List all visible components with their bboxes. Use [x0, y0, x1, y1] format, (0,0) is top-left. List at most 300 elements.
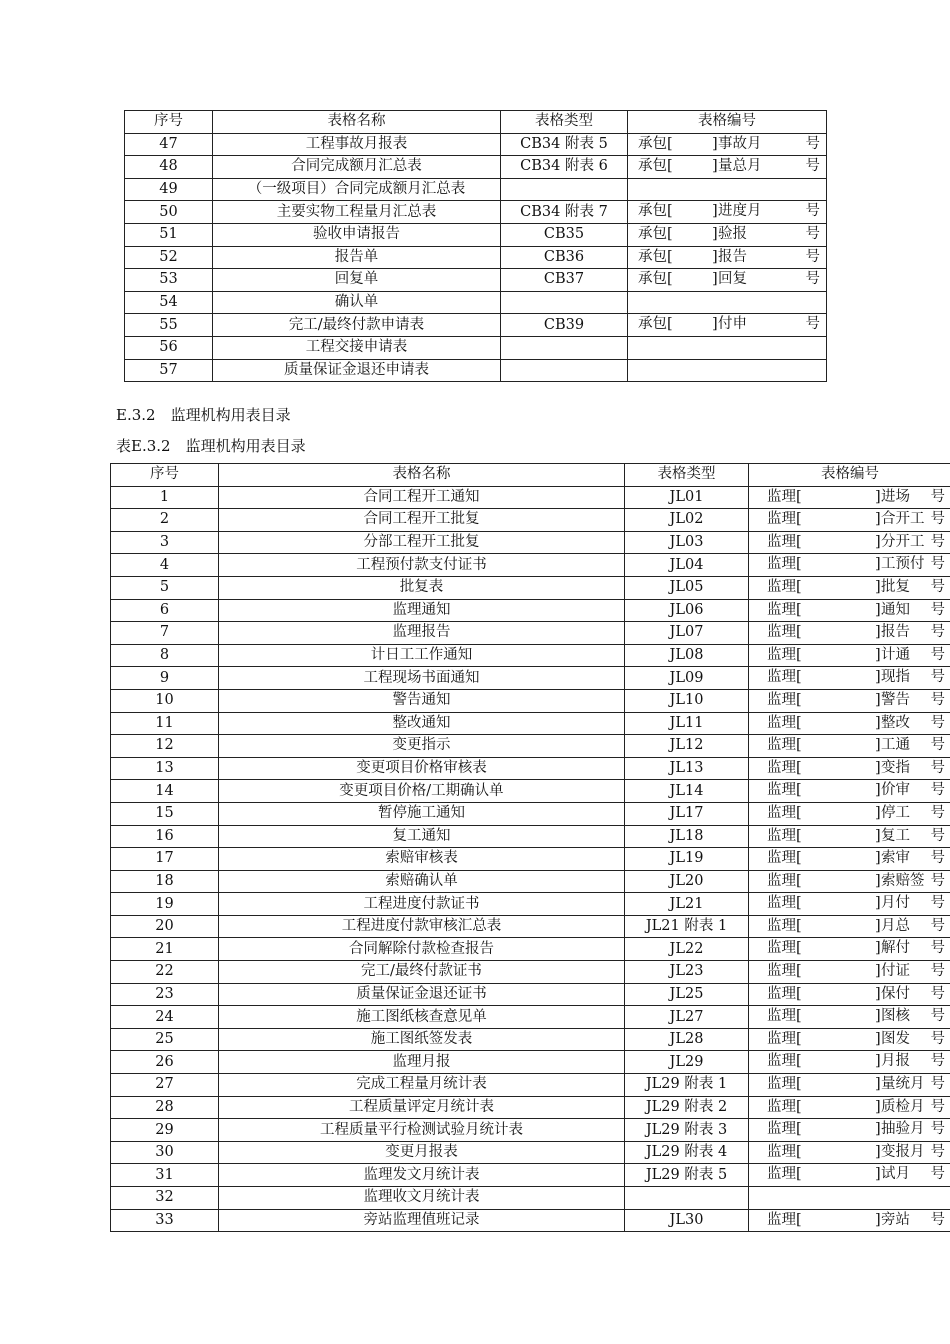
form-code — [749, 961, 950, 984]
code-prefix: 监理[ — [767, 1008, 802, 1025]
row-number: 9 — [111, 667, 219, 690]
code-suffix: 号 — [930, 985, 945, 1002]
form-code — [749, 938, 950, 961]
code-prefix: 承包[ — [638, 158, 673, 175]
form-code — [749, 1209, 950, 1232]
form-code — [749, 825, 950, 848]
row-number: 52 — [125, 246, 213, 269]
code-bracket: ] — [875, 669, 881, 686]
form-type: JL17 — [625, 802, 749, 825]
form-name: 质量保证金退还申请表 — [213, 359, 501, 382]
table-row — [111, 757, 950, 780]
code-prefix: 监理[ — [767, 1143, 802, 1160]
form-type: JL29 附表 1 — [625, 1074, 749, 1097]
table-row — [111, 1209, 950, 1232]
form-name: 批复表 — [219, 576, 625, 599]
code-prefix: 监理[ — [767, 1211, 802, 1228]
form-code — [749, 667, 950, 690]
row-number: 16 — [111, 825, 219, 848]
form-type: CB34 附表 7 — [501, 201, 628, 224]
form-code — [749, 509, 950, 532]
code-bracket: ] — [875, 1030, 881, 1047]
code-abbr: 付申 — [718, 316, 747, 333]
code-prefix: 监理[ — [767, 1076, 802, 1093]
code-suffix: 号 — [930, 1166, 945, 1183]
header-type: 表格类型 — [625, 464, 749, 487]
code-bracket: ] — [875, 1166, 881, 1183]
form-type: JL29 附表 4 — [625, 1141, 749, 1164]
code-prefix: 监理[ — [767, 714, 802, 731]
form-type: JL28 — [625, 1028, 749, 1051]
form-name: 索赔审核表 — [219, 848, 625, 871]
form-type: JL29 附表 5 — [625, 1164, 749, 1187]
form-code — [749, 486, 950, 509]
form-name: 复工通知 — [219, 825, 625, 848]
row-number: 27 — [111, 1074, 219, 1097]
form-name: 计日工工作通知 — [219, 644, 625, 667]
table-row — [125, 223, 827, 246]
code-bracket: ] — [875, 624, 881, 641]
code-prefix: 监理[ — [767, 1098, 802, 1115]
code-bracket: ] — [712, 225, 718, 242]
code-bracket: ] — [875, 1053, 881, 1070]
form-name: 旁站监理值班记录 — [219, 1209, 625, 1232]
code-prefix: 监理[ — [767, 872, 802, 889]
table-row — [111, 983, 950, 1006]
form-type — [625, 1187, 749, 1210]
form-type — [501, 359, 628, 382]
form-code — [628, 314, 827, 337]
form-name: 变更项目价格审核表 — [219, 757, 625, 780]
row-number: 5 — [111, 576, 219, 599]
form-name: 监理报告 — [219, 622, 625, 645]
form-name: 报告单 — [213, 246, 501, 269]
table-row — [111, 825, 950, 848]
code-prefix: 监理[ — [767, 488, 802, 505]
code-bracket: ] — [875, 759, 881, 776]
table-row — [125, 178, 827, 201]
row-number: 1 — [111, 486, 219, 509]
form-name: 完工/最终付款申请表 — [213, 314, 501, 337]
table-row — [111, 1074, 950, 1097]
form-name: 工程进度付款审核汇总表 — [219, 915, 625, 938]
code-abbr: 旁站 — [881, 1211, 910, 1228]
code-suffix: 号 — [930, 533, 945, 550]
table-row — [111, 486, 950, 509]
code-abbr: 工预付 — [881, 556, 925, 573]
code-prefix: 承包[ — [638, 248, 673, 265]
code-suffix: 号 — [805, 203, 820, 220]
form-code — [749, 757, 950, 780]
table-row — [111, 712, 950, 735]
code-suffix: 号 — [930, 759, 945, 776]
form-code — [749, 1187, 950, 1210]
code-suffix: 号 — [930, 1008, 945, 1025]
form-code — [628, 269, 827, 292]
table-row — [125, 336, 827, 359]
row-number: 32 — [111, 1187, 219, 1210]
code-bracket: ] — [875, 1098, 881, 1115]
form-name: 变更项目价格/工期确认单 — [219, 780, 625, 803]
form-code — [749, 870, 950, 893]
form-name: 施工图纸签发表 — [219, 1028, 625, 1051]
code-suffix: 号 — [930, 850, 945, 867]
code-prefix: 承包[ — [638, 316, 673, 333]
form-code — [749, 893, 950, 916]
code-bracket: ] — [875, 1143, 881, 1160]
code-suffix: 号 — [930, 624, 945, 641]
form-code — [749, 983, 950, 1006]
code-prefix: 监理[ — [767, 985, 802, 1002]
row-number: 57 — [125, 359, 213, 382]
row-number: 53 — [125, 269, 213, 292]
form-name: 工程事故月报表 — [213, 133, 501, 156]
form-code — [749, 644, 950, 667]
row-number: 2 — [111, 509, 219, 532]
row-number: 17 — [111, 848, 219, 871]
form-name: 工程现场书面通知 — [219, 667, 625, 690]
form-code — [749, 1006, 950, 1029]
form-name: 整改通知 — [219, 712, 625, 735]
code-abbr: 计通 — [881, 646, 910, 663]
form-name: 合同完成额月汇总表 — [213, 156, 501, 179]
table-row — [125, 201, 827, 224]
form-code — [749, 576, 950, 599]
code-abbr: 保付 — [881, 985, 910, 1002]
row-number: 49 — [125, 178, 213, 201]
code-prefix: 监理[ — [767, 669, 802, 686]
form-code — [749, 1164, 950, 1187]
code-suffix: 号 — [930, 669, 945, 686]
code-suffix: 号 — [930, 804, 945, 821]
form-type: JL19 — [625, 848, 749, 871]
form-code — [749, 554, 950, 577]
form-code — [628, 359, 827, 382]
code-suffix: 号 — [930, 872, 945, 889]
row-number: 51 — [125, 223, 213, 246]
supervision-forms-table — [110, 463, 950, 1232]
row-number: 11 — [111, 712, 219, 735]
code-abbr: 合开工 — [881, 511, 925, 528]
table-row — [125, 156, 827, 179]
code-bracket: ] — [712, 135, 718, 152]
form-name: 变更月报表 — [219, 1141, 625, 1164]
form-name: 质量保证金退还证书 — [219, 983, 625, 1006]
form-type: CB34 附表 6 — [501, 156, 628, 179]
code-suffix: 号 — [930, 714, 945, 731]
code-bracket: ] — [712, 158, 718, 175]
code-abbr: 付证 — [881, 963, 910, 980]
form-name: 验收申请报告 — [213, 223, 501, 246]
code-abbr: 通知 — [881, 601, 910, 618]
form-name: 监理月报 — [219, 1051, 625, 1074]
code-abbr: 进度月 — [718, 203, 762, 220]
row-number: 47 — [125, 133, 213, 156]
code-abbr: 量总月 — [718, 158, 762, 175]
code-bracket: ] — [875, 1008, 881, 1025]
code-bracket: ] — [875, 1211, 881, 1228]
code-bracket: ] — [875, 963, 881, 980]
form-code — [749, 735, 950, 758]
code-abbr: 进场 — [881, 488, 910, 505]
code-prefix: 监理[ — [767, 578, 802, 595]
header-code: 表格编号 — [749, 464, 950, 487]
form-code — [749, 1119, 950, 1142]
table-row — [111, 961, 950, 984]
table-row — [111, 915, 950, 938]
form-name: 工程交接申请表 — [213, 336, 501, 359]
form-name: 回复单 — [213, 269, 501, 292]
row-number: 7 — [111, 622, 219, 645]
form-type: JL20 — [625, 870, 749, 893]
form-name: 分部工程开工批复 — [219, 531, 625, 554]
table-row — [111, 735, 950, 758]
table-row — [111, 870, 950, 893]
code-abbr: 变指 — [881, 759, 910, 776]
form-type: JL29 附表 2 — [625, 1096, 749, 1119]
code-suffix: 号 — [930, 1030, 945, 1047]
form-type — [501, 336, 628, 359]
table-row — [111, 1028, 950, 1051]
code-suffix: 号 — [930, 578, 945, 595]
row-number: 24 — [111, 1006, 219, 1029]
table-row — [111, 1096, 950, 1119]
code-suffix: 号 — [930, 940, 945, 957]
form-code — [628, 133, 827, 156]
code-suffix: 号 — [930, 556, 945, 573]
code-abbr: 现指 — [881, 669, 910, 686]
form-name: 索赔确认单 — [219, 870, 625, 893]
row-number: 25 — [111, 1028, 219, 1051]
code-abbr: 复工 — [881, 827, 910, 844]
code-bracket: ] — [875, 737, 881, 754]
code-bracket: ] — [875, 895, 881, 912]
code-bracket: ] — [875, 556, 881, 573]
table-row — [111, 667, 950, 690]
form-type — [501, 178, 628, 201]
code-suffix: 号 — [930, 782, 945, 799]
row-number: 29 — [111, 1119, 219, 1142]
row-number: 20 — [111, 915, 219, 938]
code-suffix: 号 — [805, 316, 820, 333]
code-suffix: 号 — [930, 1121, 945, 1138]
form-name: 监理发文月统计表 — [219, 1164, 625, 1187]
code-suffix: 号 — [930, 646, 945, 663]
form-type: JL03 — [625, 531, 749, 554]
code-abbr: 量统月 — [881, 1076, 925, 1093]
form-type: CB36 — [501, 246, 628, 269]
code-prefix: 承包[ — [638, 135, 673, 152]
code-bracket: ] — [875, 533, 881, 550]
code-prefix: 监理[ — [767, 533, 802, 550]
form-type: JL21 附表 1 — [625, 915, 749, 938]
code-suffix: 号 — [930, 1076, 945, 1093]
code-prefix: 监理[ — [767, 782, 802, 799]
form-code — [628, 223, 827, 246]
table-row — [111, 780, 950, 803]
table-body — [125, 133, 827, 382]
code-abbr: 解付 — [881, 940, 910, 957]
form-code — [628, 336, 827, 359]
code-abbr: 停工 — [881, 804, 910, 821]
form-type: JL29 附表 3 — [625, 1119, 749, 1142]
table-row — [111, 893, 950, 916]
table-row — [111, 1051, 950, 1074]
code-bracket: ] — [875, 511, 881, 528]
form-type: CB39 — [501, 314, 628, 337]
code-abbr: 月总 — [881, 917, 910, 934]
code-prefix: 监理[ — [767, 624, 802, 641]
row-number: 48 — [125, 156, 213, 179]
code-prefix: 监理[ — [767, 850, 802, 867]
form-name: 主要实物工程量月汇总表 — [213, 201, 501, 224]
header-name: 表格名称 — [213, 111, 501, 134]
form-name: 确认单 — [213, 291, 501, 314]
code-abbr: 索赔签 — [881, 872, 925, 889]
code-bracket: ] — [875, 940, 881, 957]
code-abbr: 整改 — [881, 714, 910, 731]
code-bracket: ] — [875, 488, 881, 505]
form-code — [749, 915, 950, 938]
code-abbr: 事故月 — [718, 135, 762, 152]
table-row — [111, 938, 950, 961]
code-prefix: 监理[ — [767, 1166, 802, 1183]
code-prefix: 承包[ — [638, 271, 673, 288]
form-name: 暂停施工通知 — [219, 802, 625, 825]
form-type: JL27 — [625, 1006, 749, 1029]
section-heading: E.3.2 监理机构用表目录 — [116, 406, 291, 424]
table-row — [111, 848, 950, 871]
code-prefix: 监理[ — [767, 601, 802, 618]
table-row — [111, 1006, 950, 1029]
code-abbr: 警告 — [881, 691, 910, 708]
code-bracket: ] — [712, 271, 718, 288]
code-prefix: 监理[ — [767, 804, 802, 821]
code-bracket: ] — [875, 850, 881, 867]
form-code — [749, 599, 950, 622]
form-name: 合同解除付款检查报告 — [219, 938, 625, 961]
header-no: 序号 — [111, 464, 219, 487]
row-number: 10 — [111, 689, 219, 712]
form-code — [749, 848, 950, 871]
form-name: 工程预付款支付证书 — [219, 554, 625, 577]
code-suffix: 号 — [930, 1211, 945, 1228]
form-code — [749, 712, 950, 735]
header-name: 表格名称 — [219, 464, 625, 487]
table-row — [111, 554, 950, 577]
form-code — [749, 1141, 950, 1164]
form-name: 完工/最终付款证书 — [219, 961, 625, 984]
form-type: JL02 — [625, 509, 749, 532]
table-row — [111, 802, 950, 825]
code-bracket: ] — [875, 782, 881, 799]
table-row — [125, 246, 827, 269]
code-bracket: ] — [875, 985, 881, 1002]
form-code — [628, 201, 827, 224]
table-row — [111, 531, 950, 554]
form-type: JL08 — [625, 644, 749, 667]
row-number: 31 — [111, 1164, 219, 1187]
code-suffix: 号 — [805, 135, 820, 152]
table-row — [125, 269, 827, 292]
table-row — [111, 1141, 950, 1164]
code-abbr: 图核 — [881, 1008, 910, 1025]
code-abbr: 工通 — [881, 737, 910, 754]
row-number: 8 — [111, 644, 219, 667]
code-bracket: ] — [875, 691, 881, 708]
form-type — [501, 291, 628, 314]
code-prefix: 监理[ — [767, 691, 802, 708]
form-name: （一级项目）合同完成额月汇总表 — [213, 178, 501, 201]
contractor-forms-table — [124, 110, 827, 382]
header-code: 表格编号 — [628, 111, 827, 134]
code-abbr: 报告 — [718, 248, 747, 265]
table-row — [111, 1187, 950, 1210]
code-bracket: ] — [875, 714, 881, 731]
row-number: 22 — [111, 961, 219, 984]
code-abbr: 批复 — [881, 578, 910, 595]
row-number: 30 — [111, 1141, 219, 1164]
table-row — [125, 291, 827, 314]
code-suffix: 号 — [805, 248, 820, 265]
table-row — [111, 599, 950, 622]
form-type: JL09 — [625, 667, 749, 690]
code-abbr: 月报 — [881, 1053, 910, 1070]
code-prefix: 监理[ — [767, 511, 802, 528]
code-abbr: 变报月 — [881, 1143, 925, 1160]
code-prefix: 监理[ — [767, 917, 802, 934]
form-name: 警告通知 — [219, 689, 625, 712]
code-abbr: 价审 — [881, 782, 910, 799]
code-bracket: ] — [875, 827, 881, 844]
code-abbr: 验报 — [718, 225, 747, 242]
code-suffix: 号 — [805, 225, 820, 242]
form-type: JL23 — [625, 961, 749, 984]
code-prefix: 监理[ — [767, 940, 802, 957]
code-suffix: 号 — [930, 488, 945, 505]
form-code — [628, 156, 827, 179]
code-suffix: 号 — [930, 691, 945, 708]
table-row — [111, 689, 950, 712]
form-type: JL06 — [625, 599, 749, 622]
code-bracket: ] — [712, 203, 718, 220]
code-prefix: 监理[ — [767, 963, 802, 980]
form-type: JL30 — [625, 1209, 749, 1232]
code-prefix: 监理[ — [767, 827, 802, 844]
form-type: JL22 — [625, 938, 749, 961]
form-type: JL01 — [625, 486, 749, 509]
code-suffix: 号 — [930, 511, 945, 528]
table-row — [111, 1119, 950, 1142]
code-suffix: 号 — [805, 271, 820, 288]
form-code — [749, 1051, 950, 1074]
form-type: JL11 — [625, 712, 749, 735]
code-bracket: ] — [875, 601, 881, 618]
form-type: JL21 — [625, 893, 749, 916]
form-name: 施工图纸核查意见单 — [219, 1006, 625, 1029]
row-number: 26 — [111, 1051, 219, 1074]
row-number: 21 — [111, 938, 219, 961]
form-type: JL13 — [625, 757, 749, 780]
form-name: 监理通知 — [219, 599, 625, 622]
code-abbr: 月付 — [881, 895, 910, 912]
table-row — [111, 509, 950, 532]
row-number: 33 — [111, 1209, 219, 1232]
row-number: 23 — [111, 983, 219, 1006]
code-suffix: 号 — [930, 1143, 945, 1160]
code-bracket: ] — [875, 1121, 881, 1138]
code-prefix: 监理[ — [767, 556, 802, 573]
